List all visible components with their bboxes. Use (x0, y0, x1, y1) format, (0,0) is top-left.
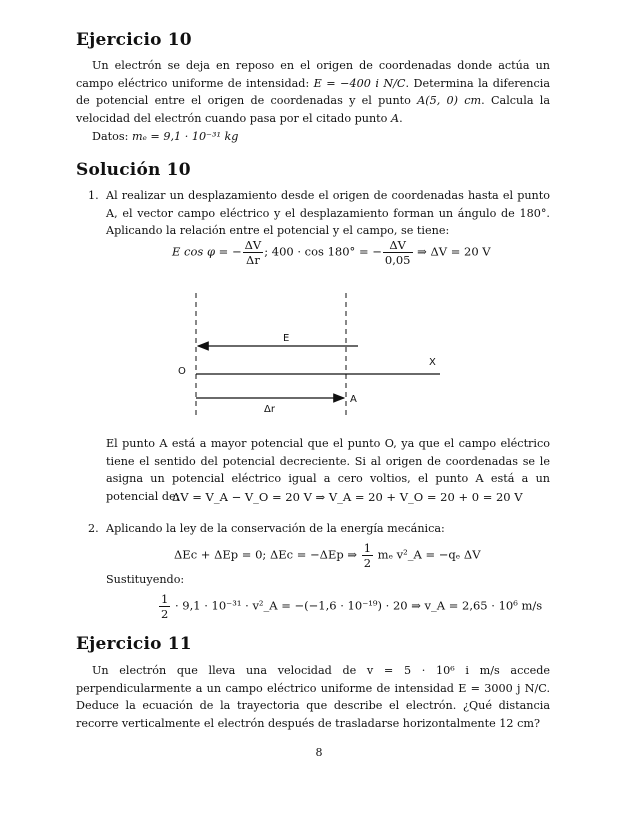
x-axis-label: X (429, 357, 436, 368)
exercise-11-title: Ejercicio 11 (76, 634, 192, 654)
point-a-label: A (350, 394, 357, 405)
exercise-11-statement: Un electrón que lleva una velocidad de v = 5 · 10⁶ i m/s accede perpendicularmente a un campo eléctrico uniforme de intensidad E = 3000 j N/C. Deduce la ecuación de la trayectoria que describe el electrón. ¿Qué distancia recorre verticalmente el electrón después de trasladarse horizontalmente 12 cm? (76, 664, 550, 730)
solution-item-2-text: Aplicando la ley de la conservación de la energía mecánica: (106, 522, 445, 535)
solution-10-title: Solución 10 (76, 160, 191, 180)
equation-4: $\frac{1}{2}$ · 9,1 · 10⁻³¹ · v²_A = −(−1,6 · 10⁻¹⁹) · 20 ⇒ v_A = 2,65 · 10⁶ m/s (161, 592, 543, 621)
equation-1: E cos φ = − $\frac{\Delta V}{\Delta r}$ ; 400 · cos 180° = − $\frac{\Delta V}{0,05}$ ⇒ ΔV = 20 V (172, 238, 491, 267)
list-number-2: 2. (88, 522, 99, 535)
displacement-label: Δr (264, 404, 275, 415)
exercise-10-data: Datos: mₑ = 9,1 · 10⁻³¹ kg (92, 130, 239, 143)
substituting-label: Sustituyendo: (106, 573, 185, 586)
equation-3: ΔEc + ΔEp = 0; ΔEc = −ΔEp ⇒ $\frac{1}{2}$ mₑ v²_A = −qₑ ΔV (174, 541, 481, 570)
equation-2: ΔV = V_A − V_O = 20 V ⇒ V_A = 20 + V_O = 20 + 0 = 20 V (172, 490, 523, 504)
page-number: 8 (315, 746, 323, 759)
field-vector-label: E (283, 333, 290, 344)
exercise-10-title: Ejercicio 10 (76, 30, 192, 50)
solution-item-1-text: Al realizar un desplazamiento desde el origen de coordenadas hasta el punto A, el vector campo eléctrico y el desplazamiento forman un ángulo de 180°. Aplicando la relación entre el potencial y el campo, se tiene: (106, 189, 550, 237)
solution-item-1-text-2: El punto A está a mayor potencial que el punto O, ya que el campo eléctrico tiene el sentido del potencial decreciente. Si al origen de coordenadas se le asigna un potencial eléctrico igual a cero voltios, el punto A está a un potencial de: (106, 437, 550, 503)
origin-label: O (178, 366, 186, 377)
exercise-10-statement: Un electrón se deja en reposo en el origen de coordenadas donde actúa un campo eléctrico uniforme de intensidad: E = −400 i N/C. Determina la diferencia de potencial entre el origen de coordenadas y el punto A(5, 0) cm. Calcula la velocidad del electrón cuando pasa por el citado punto A. (76, 59, 550, 125)
list-number-1: 1. (88, 189, 99, 202)
